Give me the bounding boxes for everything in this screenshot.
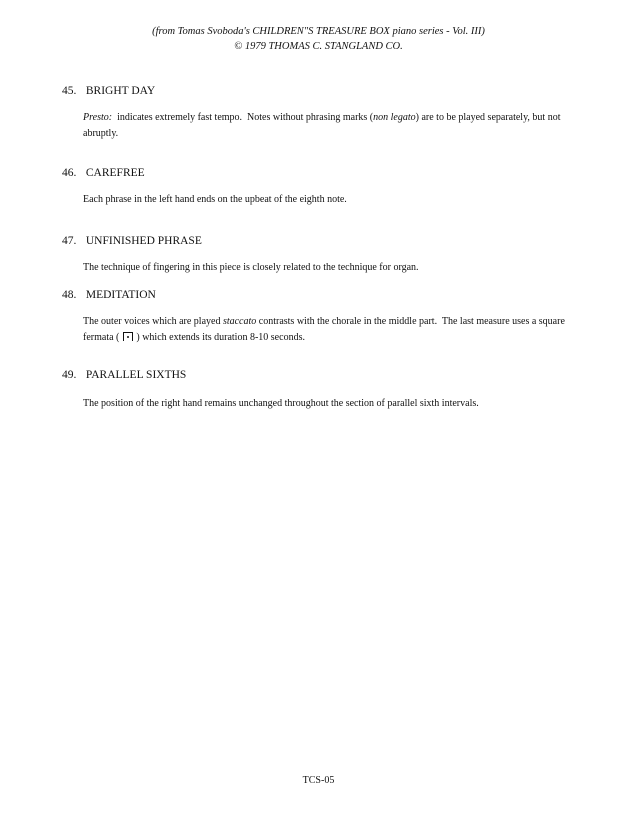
body-text: ) are to be played separately, but not abruptly. — [83, 112, 561, 139]
section-title-text: CAREFREE — [85, 167, 145, 179]
page-footer: TCS-05 — [302, 775, 335, 786]
document-header — [0, 24, 637, 54]
section-title — [62, 368, 186, 382]
section-body: The position of the right hand remains unchanged throughout the section of parallel sixth intervals. — [83, 398, 479, 409]
section-number: 49. — [62, 369, 77, 381]
section-title-text: MEDITATION — [85, 289, 156, 301]
section-number: 45. — [62, 85, 77, 97]
section-body — [83, 110, 583, 142]
body-text: The outer voices which are played — [83, 316, 223, 327]
section-number: 46. — [62, 167, 77, 179]
section-title-text: PARALLEL SIXTHS — [85, 369, 187, 381]
section-title — [62, 84, 155, 98]
section-body: Each phrase in the left hand ends on the upbeat of the eighth note. — [83, 194, 347, 205]
italic-term: staccato — [222, 316, 257, 327]
square-fermata-icon — [123, 332, 133, 341]
section-number: 48. — [62, 289, 77, 301]
section-body — [83, 314, 583, 346]
section-title — [62, 288, 156, 302]
section-body: The technique of fingering in this piece is closely related to the technique for organ. — [83, 262, 419, 273]
section-title-text: BRIGHT DAY — [85, 85, 156, 97]
section-title — [62, 234, 202, 248]
italic-term: non legato — [373, 112, 416, 123]
section-title-text: UNFINISHED PHRASE — [85, 235, 202, 247]
header-copyright-line: © 1979 THOMAS C. STANGLAND CO. — [234, 41, 403, 52]
body-text: indicates extremely fast tempo. Notes without phrasing marks ( — [112, 112, 374, 123]
section-number: 47. — [62, 235, 77, 247]
section-title — [62, 166, 145, 180]
body-text: contrasts with the chorale in the middle part. The last measure uses a square fermata ( — [83, 316, 568, 343]
tempo-term: Presto: — [83, 112, 113, 123]
body-text: ) which extends its duration 8-10 seconds. — [133, 332, 305, 343]
header-source-line: (from Tomas Svoboda's CHILDREN"S TREASURE BOX piano series - Vol. III) — [152, 26, 485, 37]
